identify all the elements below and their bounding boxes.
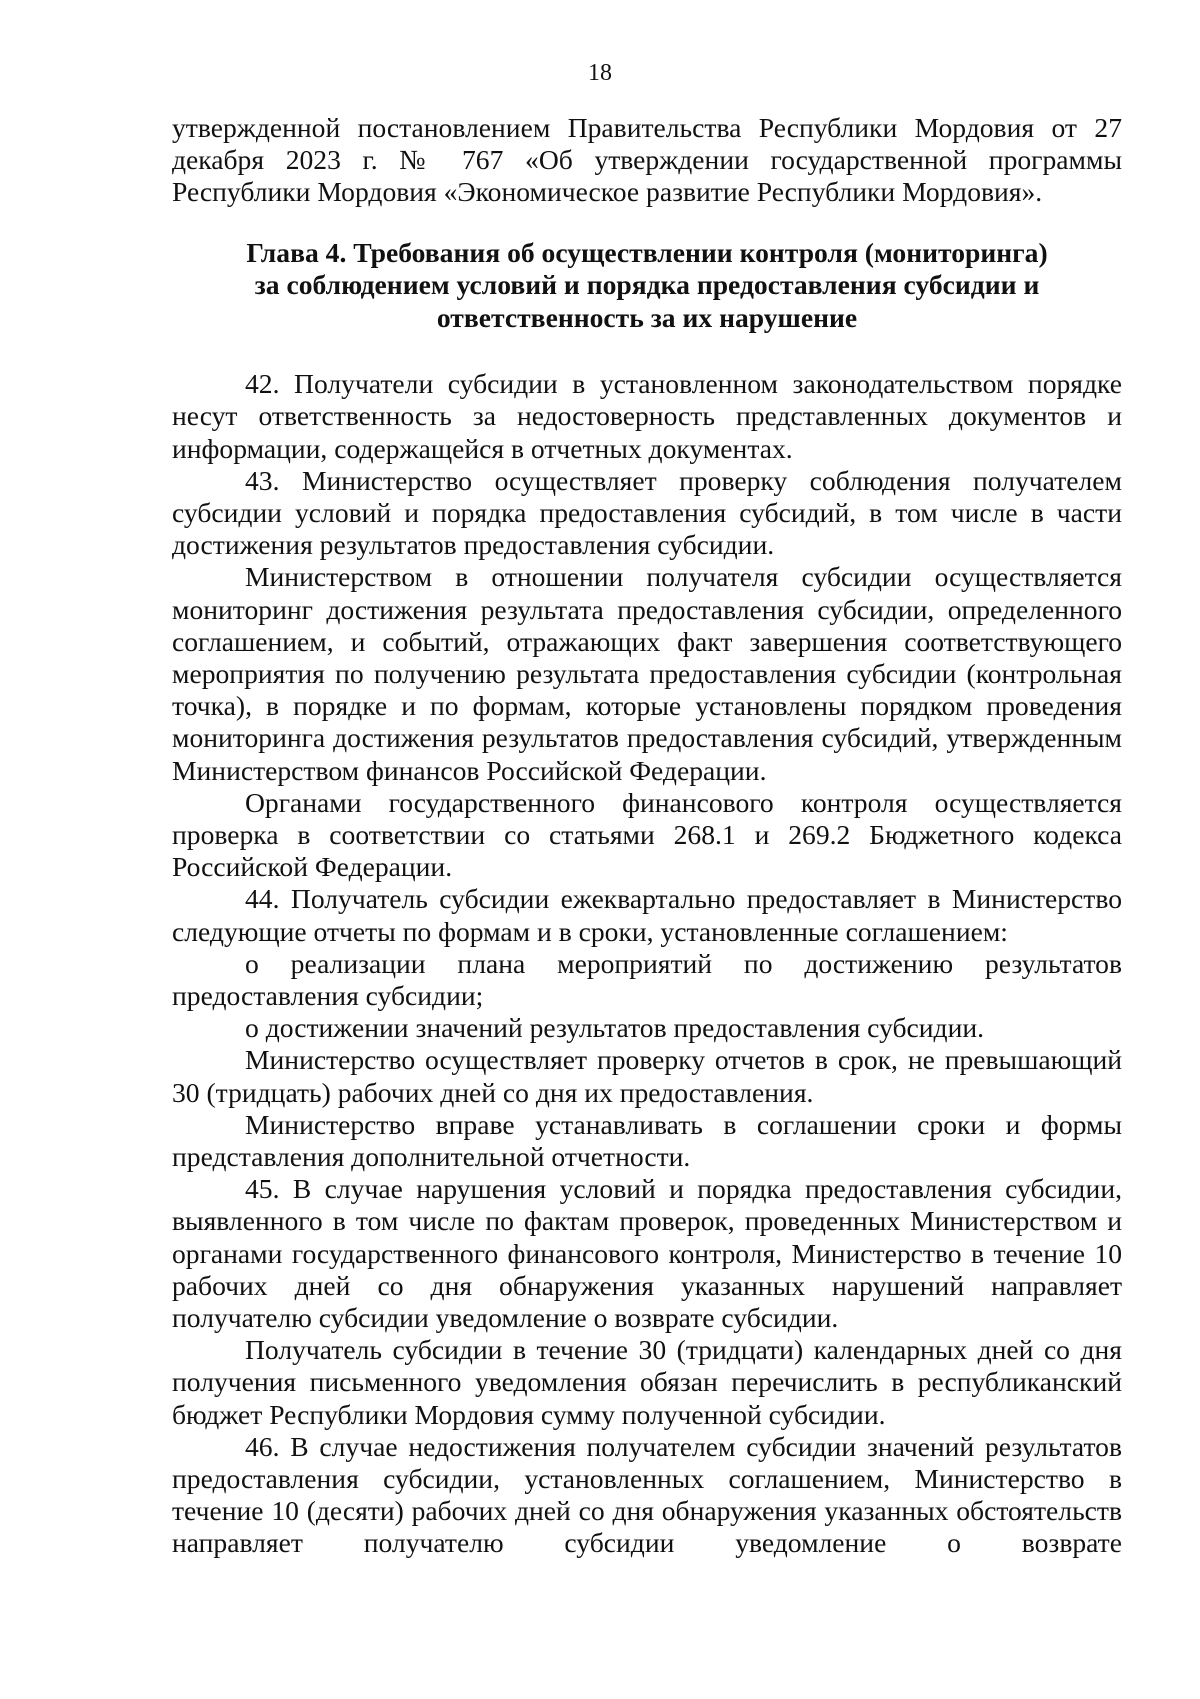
paragraph-monitoring: Министерством в отношении получателя субсидии осуществляется мониторинг достижения результата предоставления субсидии, определенного соглашением, и событий, отражающих факт завершения соответствующего мероприятия по получению результата предоставления субсидии (контрольная точка), в порядке и по формам, которые установлены порядком проведения мониторинга достижения результатов предоставления субсидий, утвержденным Министерством финансов Российской Федерации.: [172, 561, 1122, 786]
chapter-heading-line: ответственность за их нарушение: [436, 301, 858, 333]
document-body: [172, 112, 1122, 1560]
paragraph-43: 43. Министерство осуществляет проверку соблюдения получателем субсидии условий и порядка предоставления субсидий, в том числе в части достижения результатов предоставления субсидии.: [172, 464, 1122, 561]
paragraph-44: 44. Получатель субсидии ежеквартально предоставляет в Министерство следующие отчеты по формам и в сроки, установленные соглашением:: [172, 883, 1122, 947]
paragraph-report-check: Министерство осуществляет проверку отчетов в срок, не превышающий 30 (тридцать) рабочих дней со дня их предоставления.: [172, 1044, 1122, 1108]
paragraph-42: 42. Получатели субсидии в установленном законодательством порядке несут ответственность за недостоверность представленных документов и информации, содержащейся в отчетных документах.: [172, 368, 1122, 464]
paragraph-45: 45. В случае нарушения условий и порядка предоставления субсидии, выявленного в том числе по фактам проверок, проведенных Министерством и органами государственного финансового контроля, Министерство в течение 10 рабочих дней со дня обнаружения указанных нарушений направляет получателю субсидии уведомление о возврате субсидии.: [172, 1173, 1122, 1333]
page-number: 18: [588, 60, 612, 86]
chapter-heading: [172, 237, 1122, 335]
paragraph-additional-reporting: Министерство вправе устанавливать в соглашении сроки и формы представления дополнительной отчетности.: [172, 1108, 1122, 1172]
paragraph-financial-control: Органами государственного финансового контроля осуществляется проверка в соответствии со статьями 268.1 и 269.2 Бюджетного кодекса Российской Федерации.: [172, 786, 1122, 883]
paragraph-46: 46. В случае недостижения получателем субсидии значений результатов предоставления субсидии, установленных соглашением, Министерство в течение 10 (десяти) рабочих дней со дня обнаружения указанных обстоятельств направляет получателю субсидии уведомление о возврате: [172, 1430, 1122, 1559]
chapter-heading-line: за соблюдением условий и порядка предоставления субсидии и: [254, 269, 1040, 301]
list-item-results-report: о достижении значений результатов предоставления субсидии.: [245, 1012, 985, 1044]
paragraph-refund-obligation: Получатель субсидии в течение 30 (тридцати) календарных дней со дня получения письменного уведомления обязан перечислить в республиканский бюджет Республики Мордовия сумму полученной субсидии.: [172, 1334, 1122, 1430]
list-item-plan-report: о реализации плана мероприятий по достижению результатов предоставления субсидии;: [172, 947, 1122, 1011]
chapter-heading-line: Глава 4. Требования об осуществлении контроля (мониторинга): [246, 236, 1048, 268]
intro-paragraph: утвержденной постановлением Правительства Республики Мордовия от 27 декабря 2023 г. № 767 «Об утверждении государственной программы Республики Мордовия «Экономическое развитие Республики Мордовия».: [172, 112, 1122, 208]
